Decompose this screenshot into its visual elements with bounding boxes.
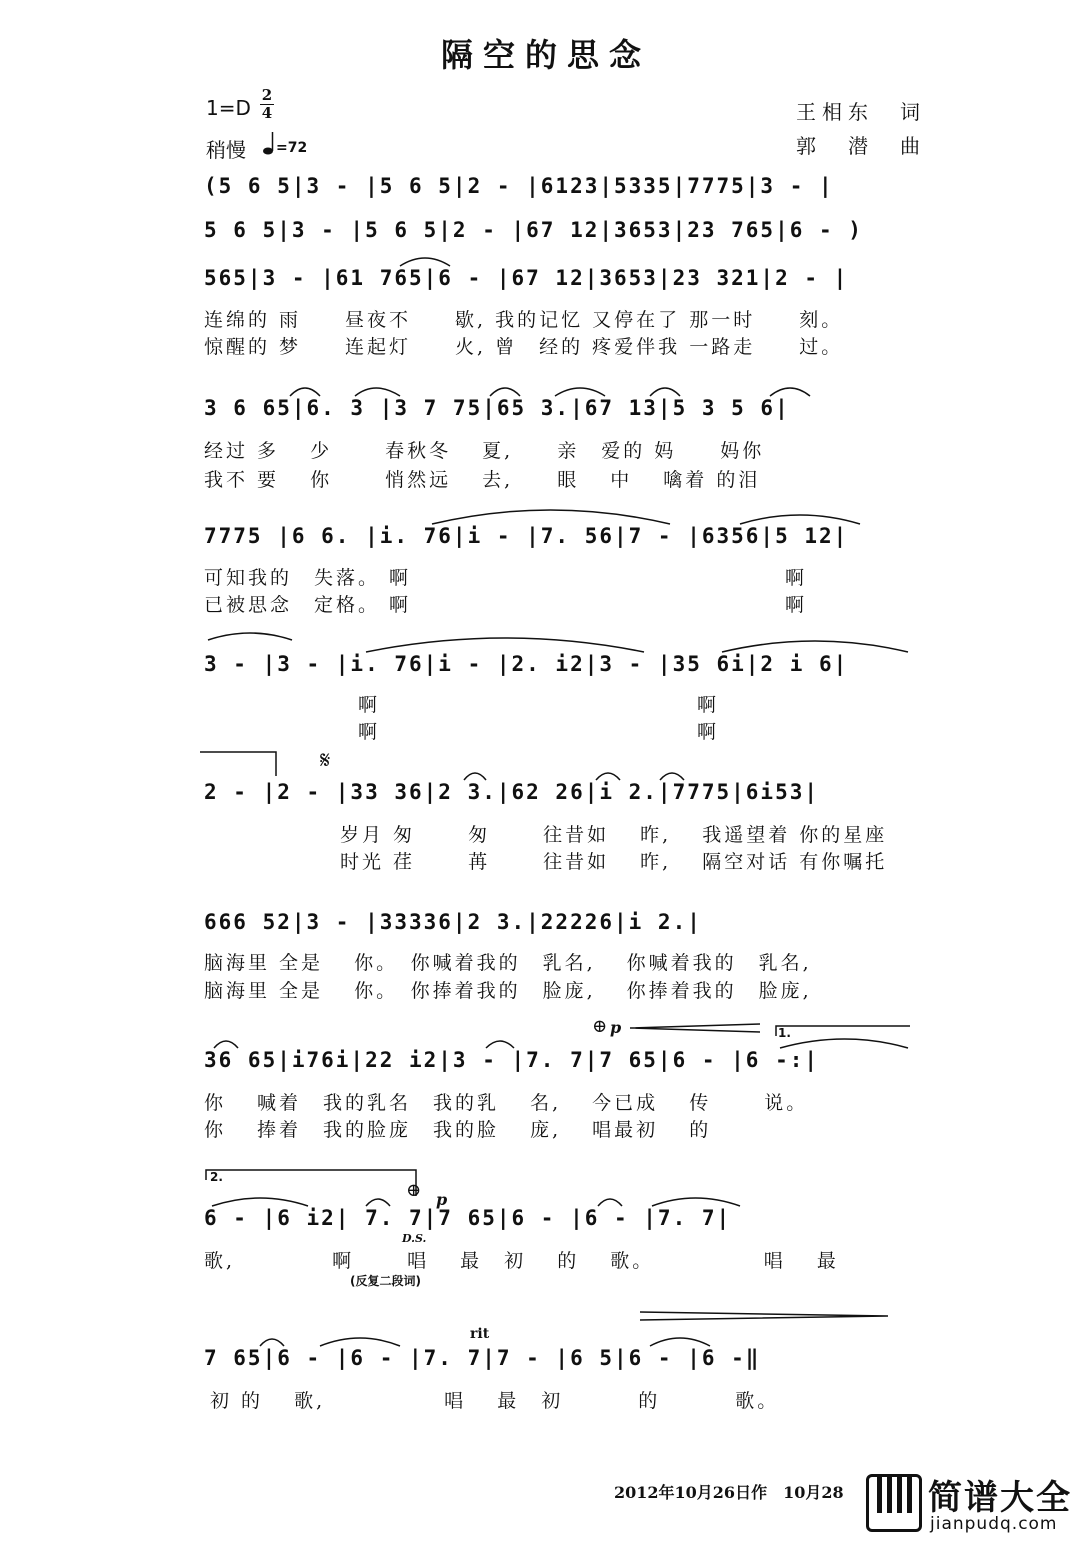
tempo-word: 稍慢	[206, 138, 246, 162]
lyric-row-10: 歌, 啊 唱 最 初 的 歌。 唱 最	[204, 1250, 839, 1272]
slur	[290, 388, 320, 396]
dynamic-piano-2: p	[436, 1190, 448, 1209]
coda-sign: ⊕	[592, 1016, 608, 1037]
slur	[214, 1041, 238, 1048]
lyric-row-11: 初 的 歌, 唱 最 初 的 歌。	[210, 1390, 780, 1412]
lyric-row-9-verse-2: 你 捧着 我的脸庞 我的脸 庞, 唱最初 的	[204, 1119, 712, 1141]
staff-row-1: (5 6 5|3 - |5 6 5|2 - |6123|5335|7775|3 - |	[204, 174, 834, 198]
dynamic-line	[200, 752, 276, 776]
lyric-row-4-verse-2: 我不 要 你 悄然远 去, 眼 中 噙着 的泪	[204, 469, 761, 491]
slur	[320, 1338, 400, 1346]
slur	[652, 1198, 740, 1206]
staff-row-7: 2 - |2 - |33 36|2 3.|62 26|i 2.|7775|6i53|	[204, 780, 820, 804]
slur	[208, 633, 292, 640]
lyric-row-4-verse-1: 经过 多 少 春秋冬 夏, 亲 爱的 妈 妈你	[204, 440, 765, 462]
slur	[555, 388, 605, 396]
slur	[722, 641, 908, 652]
segno-sign: 𝄋	[320, 746, 331, 774]
lyricist: 王相东 词	[796, 100, 926, 124]
lyric-row-3-verse-2: 惊醒的 梦 连起灯 火, 曾 经的 疼爱伴我 一路走 过。	[204, 336, 844, 358]
lyric-row-7-verse-2: 时光 荏 苒 往昔如 昨, 隔空对话 有你嘱托	[340, 851, 888, 873]
staff-row-4: 3 6 65|6. 3 |3 7 75|65 3.|67 13|5 3 5 6|	[204, 396, 790, 420]
slur	[650, 388, 680, 396]
ending-bracket	[206, 1170, 416, 1196]
slur	[355, 388, 400, 396]
slur	[260, 1339, 284, 1346]
slur	[366, 1199, 390, 1206]
staff-row-9: 36 65|i76i|22 i2|3 - |7. 7|7 65|6 - |6 -:|	[204, 1048, 820, 1072]
logo-url: jianpudq.com	[930, 1514, 1058, 1534]
ritardando-mark: rit	[470, 1326, 490, 1342]
time-signature-top: 2	[261, 86, 273, 104]
lyric-row-8-verse-2: 脑海里 全是 你。 你捧着我的 脸庞, 你捧着我的 脸庞,	[204, 980, 812, 1002]
lyric-row-7-verse-1: 岁月 匆 匆 往昔如 昨, 我遥望着 你的星座	[340, 824, 888, 846]
slur	[650, 1338, 710, 1346]
staff-row-3: 565|3 - |61 765|6 - |67 12|3653|23 321|2 - |	[204, 266, 849, 290]
slur	[598, 1199, 622, 1206]
repeat-note: (反复二段词)	[350, 1274, 421, 1288]
ending-second: 2.	[210, 1170, 223, 1184]
slur	[400, 258, 450, 266]
slur	[432, 510, 670, 524]
lyric-row-8-verse-1: 脑海里 全是 你。 你喊着我的 乳名, 你喊着我的 乳名,	[204, 952, 812, 974]
composer: 郭 潜 曲	[796, 134, 926, 158]
hairpin	[630, 1024, 760, 1032]
staff-row-8: 666 52|3 - |33336|2 3.|22226|i 2.|	[204, 910, 702, 934]
logo-name: 简谱大全	[928, 1478, 1072, 1518]
slur	[660, 773, 684, 780]
staff-row-11: 7 65|6 - |6 - |7. 7|7 - |6 5|6 - |6 -‖	[204, 1346, 761, 1370]
slur	[464, 773, 486, 780]
coda-sign-2: ⊕	[406, 1180, 422, 1201]
staff-row-2: 5 6 5|3 - |5 6 5|2 - |67 12|3653|23 765|6 - )	[204, 218, 863, 242]
lyric-row-5-verse-1: 可知我的 失落。 啊 啊	[204, 567, 808, 589]
staff-row-6: 3 - |3 - |i. 76|i - |2. i2|3 - |35 6i|2 i 6|	[204, 652, 849, 676]
time-signature-bottom: 4	[261, 104, 273, 122]
hairpin	[640, 1312, 888, 1320]
tempo-value: =72	[276, 140, 308, 156]
ds-mark: D.S.	[402, 1232, 427, 1245]
ending-first: 1.	[778, 1026, 791, 1040]
slur	[486, 1041, 514, 1048]
slur	[596, 773, 620, 780]
key-signature: 1=D	[206, 96, 251, 120]
lyric-row-6-verse-1: 啊 啊	[358, 694, 720, 716]
lyric-row-9-verse-1: 你 喊着 我的乳名 我的乳 名, 今已成 传 说。	[204, 1092, 809, 1114]
lyric-row-5-verse-2: 已被思念 定格。 啊 啊	[204, 594, 808, 616]
slur	[780, 1039, 908, 1048]
composition-date: 2012年10月26日作 10月28	[614, 1483, 844, 1502]
slur	[366, 638, 644, 652]
staff-row-5: 7775 |6 6. |i. 76|i - |7. 56|7 - |6356|5 12|	[204, 524, 849, 548]
lyric-row-6-verse-2: 啊 啊	[358, 721, 720, 743]
dynamic-piano: p	[610, 1018, 622, 1037]
site-logo[interactable]	[866, 1470, 1086, 1540]
slur	[212, 1198, 308, 1206]
song-title: 隔空的思念	[440, 36, 651, 74]
piano-keys-icon	[866, 1474, 922, 1532]
lyric-row-3-verse-1: 连绵的 雨 昼夜不 歇, 我的记忆 又停在了 那一时 刻。	[204, 309, 844, 331]
slur	[490, 388, 520, 396]
ending-bracket	[776, 1026, 910, 1036]
staff-row-10: 6 - |6 i2| 7. 7|7 65|6 - |6 - |7. 7|	[204, 1206, 732, 1230]
slur	[770, 388, 810, 396]
slur	[740, 515, 860, 524]
